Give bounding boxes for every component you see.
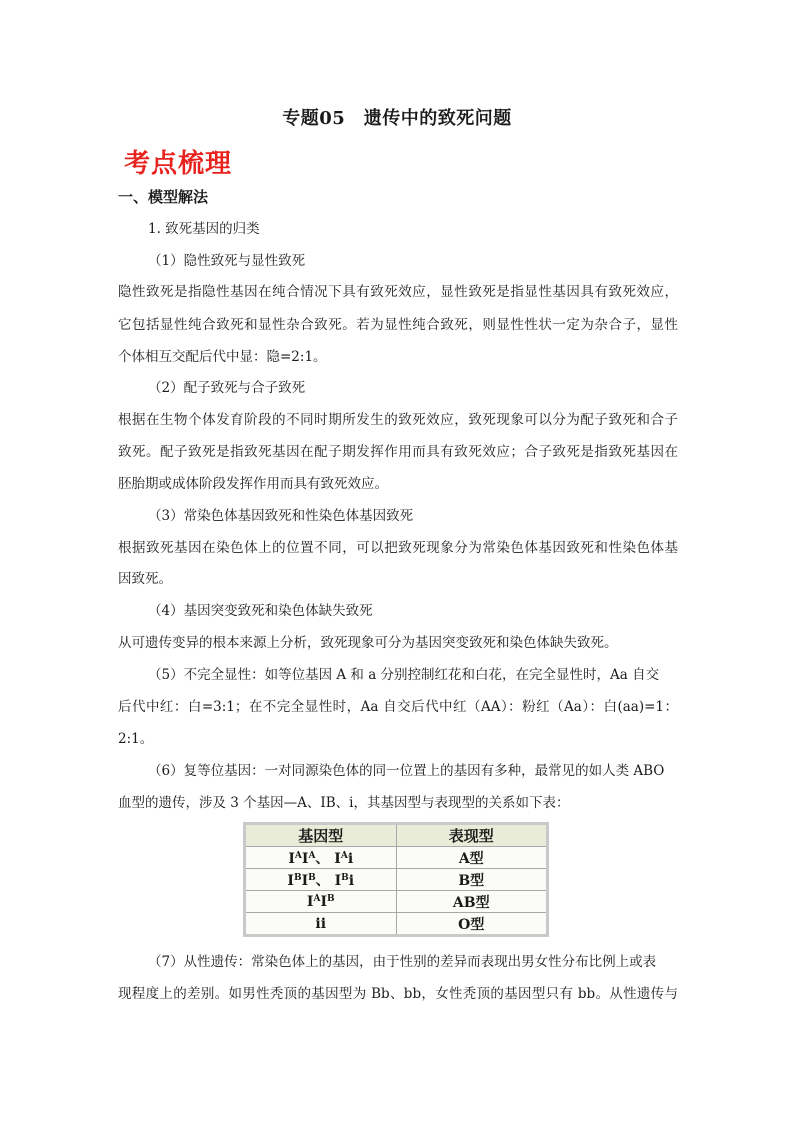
table-row: [245, 847, 548, 869]
paragraph-line: 2:1。: [118, 731, 154, 747]
section-banner: 考点梳理: [124, 149, 233, 179]
paragraph-line: 血型的遗传，涉及 3 个基因—A、IB、i，其基因型与表现型的关系如下表：: [118, 795, 570, 811]
paragraph-line: 根据致死基因在染色体上的位置不同，可以把致死现象分为常染色体基因致死和性染色体基: [118, 540, 678, 556]
genotype-cell: $I^BI^B$、 $I^Bi$: [245, 869, 397, 891]
paragraph-line: 胚胎期或成体阶段发挥作用而具有致死效应。: [118, 476, 388, 492]
genotype-cell: $I^AI^B$: [245, 891, 397, 913]
paragraph-line: 个体相互交配后代中显：隐=2:1。: [118, 349, 327, 365]
paragraph-line: 致死。配子致死是指致死基因在配子期发挥作用而具有致死效应；合子致死是指致死基因在: [118, 444, 678, 460]
item-6-line: （6）复等位基因：一对同源染色体的同一位置上的基因有多种，最常见的如人类 ABO: [148, 763, 665, 779]
phenotype-cell: AB型: [396, 891, 548, 913]
genotype-cell: ii: [245, 913, 397, 936]
paragraph-line: 隐性致死是指隐性基因在纯合情况下具有致死效应，显性致死是指显性基因具有致死效应，: [118, 284, 678, 300]
table-row: [245, 891, 548, 913]
column-header-phenotype: 表现型: [396, 824, 548, 847]
paragraph-line: 后代中红：白=3:1；在不完全显性时，Aa 自交后代中红（AA）：粉红（Aa）：白(aa)=1：: [118, 699, 678, 715]
item-heading-3: （3）常染色体基因致死和性染色体基因致死: [148, 508, 414, 524]
phenotype-cell: B型: [396, 869, 548, 891]
item-heading-2: （2）配子致死与合子致死: [148, 380, 306, 396]
section-heading: 一、模型解法: [118, 188, 209, 206]
blood-type-table: [243, 822, 549, 937]
document-title: 专题05 遗传中的致死问题: [282, 108, 512, 129]
paragraph-line: 它包括显性纯合致死和显性杂合致死。若为显性纯合致死，则显性性状一定为杂合子，显性: [118, 317, 678, 333]
item-5-line: （5）不完全显性：如等位基因 A 和 a 分别控制红花和白花，在完全显性时，Aa 自交: [148, 667, 660, 683]
phenotype-cell: O型: [396, 913, 548, 936]
paragraph-line: 现程度上的差别。如男性秃顶的基因型为 Bb、bb，女性秃顶的基因型只有 bb。从性遗传与: [118, 986, 678, 1002]
paragraph-line: 因致死。: [118, 571, 172, 587]
paragraph-line: 从可遗传变异的根本来源上分析，致死现象可分为基因突变致死和染色体缺失致死。: [118, 635, 618, 651]
column-header-genotype: 基因型: [245, 824, 397, 847]
table-row: [245, 869, 548, 891]
item-heading-1: （1）隐性致死与显性致死: [148, 253, 306, 269]
phenotype-cell: A型: [396, 847, 548, 869]
paragraph-line: 根据在生物个体发育阶段的不同时期所发生的致死效应，致死现象可以分为配子致死和合子: [118, 412, 678, 428]
genotype-cell: $I^AI^A$、 $I^Ai$: [245, 847, 397, 869]
item-heading-4: （4）基因突变致死和染色体缺失致死: [148, 603, 373, 619]
table-row: [245, 913, 548, 936]
subheading-classification: 1. 致死基因的归类: [148, 221, 260, 237]
table-header-row: [245, 824, 548, 847]
item-7-line: （7）从性遗传：常染色体上的基因，由于性别的差异而表现出男女性分布比例上或表: [148, 954, 657, 970]
